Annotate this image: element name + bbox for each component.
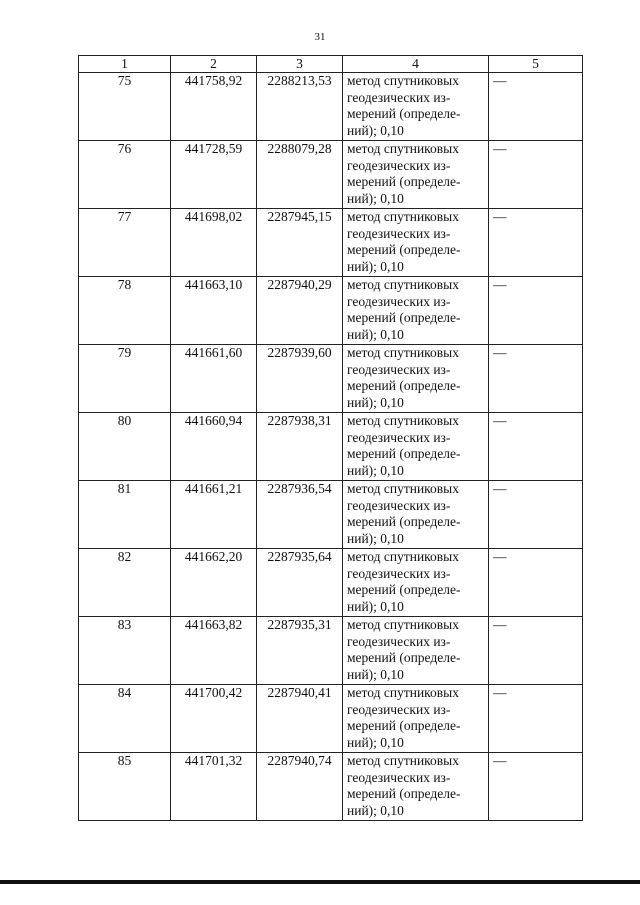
method-cell: метод спутниковых геодезических из- мерений (определе- ний); 0,10 — [343, 277, 489, 345]
column-header-1: 1 — [79, 56, 171, 73]
table-header-row — [79, 56, 583, 73]
table-row — [79, 209, 583, 277]
point-number-cell: 76 — [79, 141, 171, 209]
y-coordinate-cell: 2287936,54 — [257, 481, 343, 549]
column-header-3: 3 — [257, 56, 343, 73]
table-row — [79, 73, 583, 141]
point-number-cell: 84 — [79, 685, 171, 753]
note-cell: — — [489, 73, 583, 141]
method-cell: метод спутниковых геодезических из- мерений (определе- ний); 0,10 — [343, 617, 489, 685]
x-coordinate-cell: 441661,60 — [171, 345, 257, 413]
point-number-cell: 77 — [79, 209, 171, 277]
point-number-cell: 83 — [79, 617, 171, 685]
point-number-cell: 75 — [79, 73, 171, 141]
table-row — [79, 549, 583, 617]
y-coordinate-cell: 2287938,31 — [257, 413, 343, 481]
table-row — [79, 617, 583, 685]
column-header-2: 2 — [171, 56, 257, 73]
table-row — [79, 753, 583, 821]
table-row — [79, 481, 583, 549]
method-cell: метод спутниковых геодезических из- мерений (определе- ний); 0,10 — [343, 685, 489, 753]
note-cell: — — [489, 753, 583, 821]
table-row — [79, 345, 583, 413]
y-coordinate-cell: 2287935,64 — [257, 549, 343, 617]
method-cell: метод спутниковых геодезических из- мерений (определе- ний); 0,10 — [343, 413, 489, 481]
y-coordinate-cell: 2287945,15 — [257, 209, 343, 277]
x-coordinate-cell: 441663,10 — [171, 277, 257, 345]
bottom-rule — [0, 880, 640, 884]
table-row — [79, 685, 583, 753]
point-number-cell: 79 — [79, 345, 171, 413]
method-cell: метод спутниковых геодезических из- мерений (определе- ний); 0,10 — [343, 549, 489, 617]
method-cell: метод спутниковых геодезических из- мерений (определе- ний); 0,10 — [343, 345, 489, 413]
note-cell: — — [489, 413, 583, 481]
point-number-cell: 80 — [79, 413, 171, 481]
method-cell: метод спутниковых геодезических из- мерений (определе- ний); 0,10 — [343, 209, 489, 277]
x-coordinate-cell: 441728,59 — [171, 141, 257, 209]
page-number: 31 — [314, 31, 326, 43]
column-header-4: 4 — [343, 56, 489, 73]
point-number-cell: 82 — [79, 549, 171, 617]
method-cell: метод спутниковых геодезических из- мерений (определе- ний); 0,10 — [343, 73, 489, 141]
table-row — [79, 141, 583, 209]
x-coordinate-cell: 441661,21 — [171, 481, 257, 549]
x-coordinate-cell: 441698,02 — [171, 209, 257, 277]
note-cell: — — [489, 141, 583, 209]
x-coordinate-cell: 441700,42 — [171, 685, 257, 753]
note-cell: — — [489, 209, 583, 277]
note-cell: — — [489, 617, 583, 685]
x-coordinate-cell: 441660,94 — [171, 413, 257, 481]
x-coordinate-cell: 441758,92 — [171, 73, 257, 141]
point-number-cell: 81 — [79, 481, 171, 549]
table-row — [79, 413, 583, 481]
note-cell: — — [489, 345, 583, 413]
point-number-cell: 85 — [79, 753, 171, 821]
y-coordinate-cell: 2287935,31 — [257, 617, 343, 685]
x-coordinate-cell: 441663,82 — [171, 617, 257, 685]
y-coordinate-cell: 2287940,29 — [257, 277, 343, 345]
x-coordinate-cell: 441662,20 — [171, 549, 257, 617]
coordinates-table — [78, 55, 583, 821]
y-coordinate-cell: 2288213,53 — [257, 73, 343, 141]
note-cell: — — [489, 685, 583, 753]
method-cell: метод спутниковых геодезических из- мерений (определе- ний); 0,10 — [343, 141, 489, 209]
y-coordinate-cell: 2287939,60 — [257, 345, 343, 413]
point-number-cell: 78 — [79, 277, 171, 345]
table-row — [79, 277, 583, 345]
method-cell: метод спутниковых геодезических из- мерений (определе- ний); 0,10 — [343, 753, 489, 821]
x-coordinate-cell: 441701,32 — [171, 753, 257, 821]
y-coordinate-cell: 2288079,28 — [257, 141, 343, 209]
note-cell: — — [489, 549, 583, 617]
y-coordinate-cell: 2287940,41 — [257, 685, 343, 753]
y-coordinate-cell: 2287940,74 — [257, 753, 343, 821]
method-cell: метод спутниковых геодезических из- мерений (определе- ний); 0,10 — [343, 481, 489, 549]
note-cell: — — [489, 277, 583, 345]
column-header-5: 5 — [489, 56, 583, 73]
note-cell: — — [489, 481, 583, 549]
